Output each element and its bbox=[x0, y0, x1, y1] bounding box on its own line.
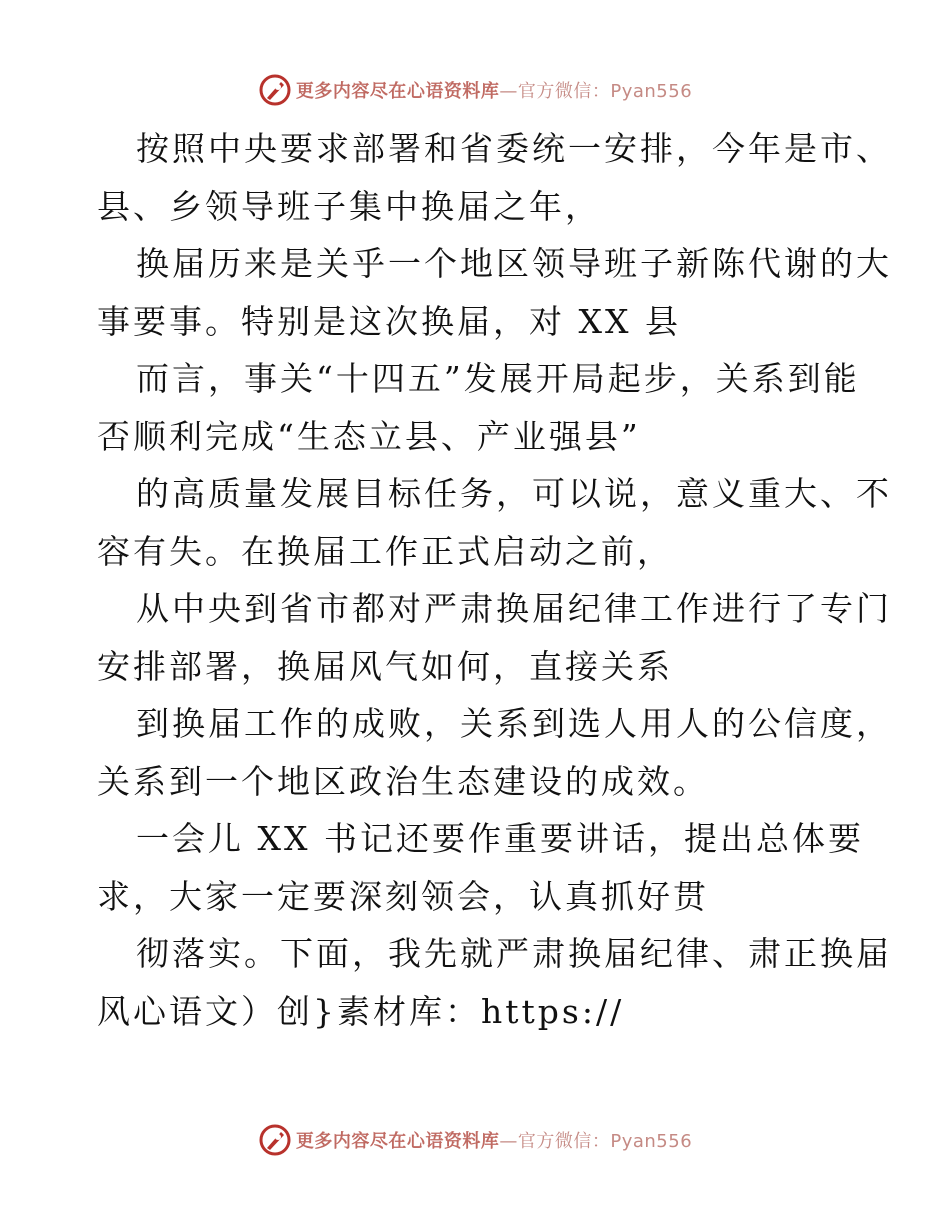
header-banner bbox=[0, 70, 950, 110]
quill-logo-icon bbox=[258, 73, 292, 107]
footer-contact-text: 官方微信：Pyan556 bbox=[517, 1131, 693, 1152]
paragraph-line: 风心语文）创}素材库：https:// bbox=[97, 991, 625, 1031]
footer-brand-text: 更多内容尽在心语资料库 bbox=[295, 1131, 500, 1152]
quill-logo-icon bbox=[258, 1123, 292, 1157]
paragraph-line: 从中央到省市都对严肃换届纪律工作进行了专门 bbox=[136, 589, 892, 628]
paragraph-line: 的高质量发展目标任务，可以说，意义重大、不 bbox=[136, 474, 892, 513]
paragraph-line: 容有失。在换届工作正式启动之前， bbox=[97, 531, 673, 571]
paragraph-line: 按照中央要求部署和省委统一安排，今年是市、 bbox=[136, 129, 892, 168]
paragraph-line: 安排部署，换届风气如何，直接关系 bbox=[97, 646, 673, 686]
paragraph-3 bbox=[97, 350, 860, 465]
footer-separator: — bbox=[499, 1131, 518, 1152]
header-brand-text: 更多内容尽在心语资料库 bbox=[295, 81, 500, 102]
footer-banner-text bbox=[296, 1127, 692, 1153]
paragraph-line: 否顺利完成“生态立县、产业强县” bbox=[97, 416, 641, 456]
paragraph-line: 而言，事关“十四五”发展开局起步，关系到能 bbox=[136, 359, 860, 398]
paragraph-8 bbox=[97, 925, 892, 1040]
header-separator: — bbox=[499, 81, 518, 102]
paragraph-line: 关系到一个地区政治生态建设的成效。 bbox=[97, 761, 709, 801]
paragraph-line: 到换届工作的成败，关系到选人用人的公信度， bbox=[136, 704, 892, 743]
paragraph-line: 一会儿 XX 书记还要作重要讲话，提出总体要 bbox=[136, 819, 864, 858]
header-contact-text: 官方微信：Pyan556 bbox=[517, 81, 693, 102]
header-banner-text bbox=[296, 77, 692, 103]
paragraph-line: 求，大家一定要深刻领会，认真抓好贯 bbox=[97, 876, 709, 916]
paragraph-line: 换届历来是关乎一个地区领导班子新陈代谢的大 bbox=[136, 244, 892, 283]
paragraph-4 bbox=[97, 465, 892, 580]
paragraph-5 bbox=[97, 580, 892, 695]
paragraph-line: 事要事。特别是这次换届，对 XX 县 bbox=[97, 301, 681, 341]
document-body bbox=[97, 120, 892, 1040]
paragraph-line: 县、乡领导班子集中换届之年， bbox=[97, 186, 601, 226]
paragraph-2 bbox=[97, 235, 892, 350]
paragraph-7 bbox=[97, 810, 864, 925]
paragraph-6 bbox=[97, 695, 892, 810]
paragraph-line: 彻落实。下面，我先就严肃换届纪律、肃正换届 bbox=[136, 934, 892, 973]
footer-banner bbox=[0, 1120, 950, 1160]
paragraph-1 bbox=[97, 120, 892, 235]
